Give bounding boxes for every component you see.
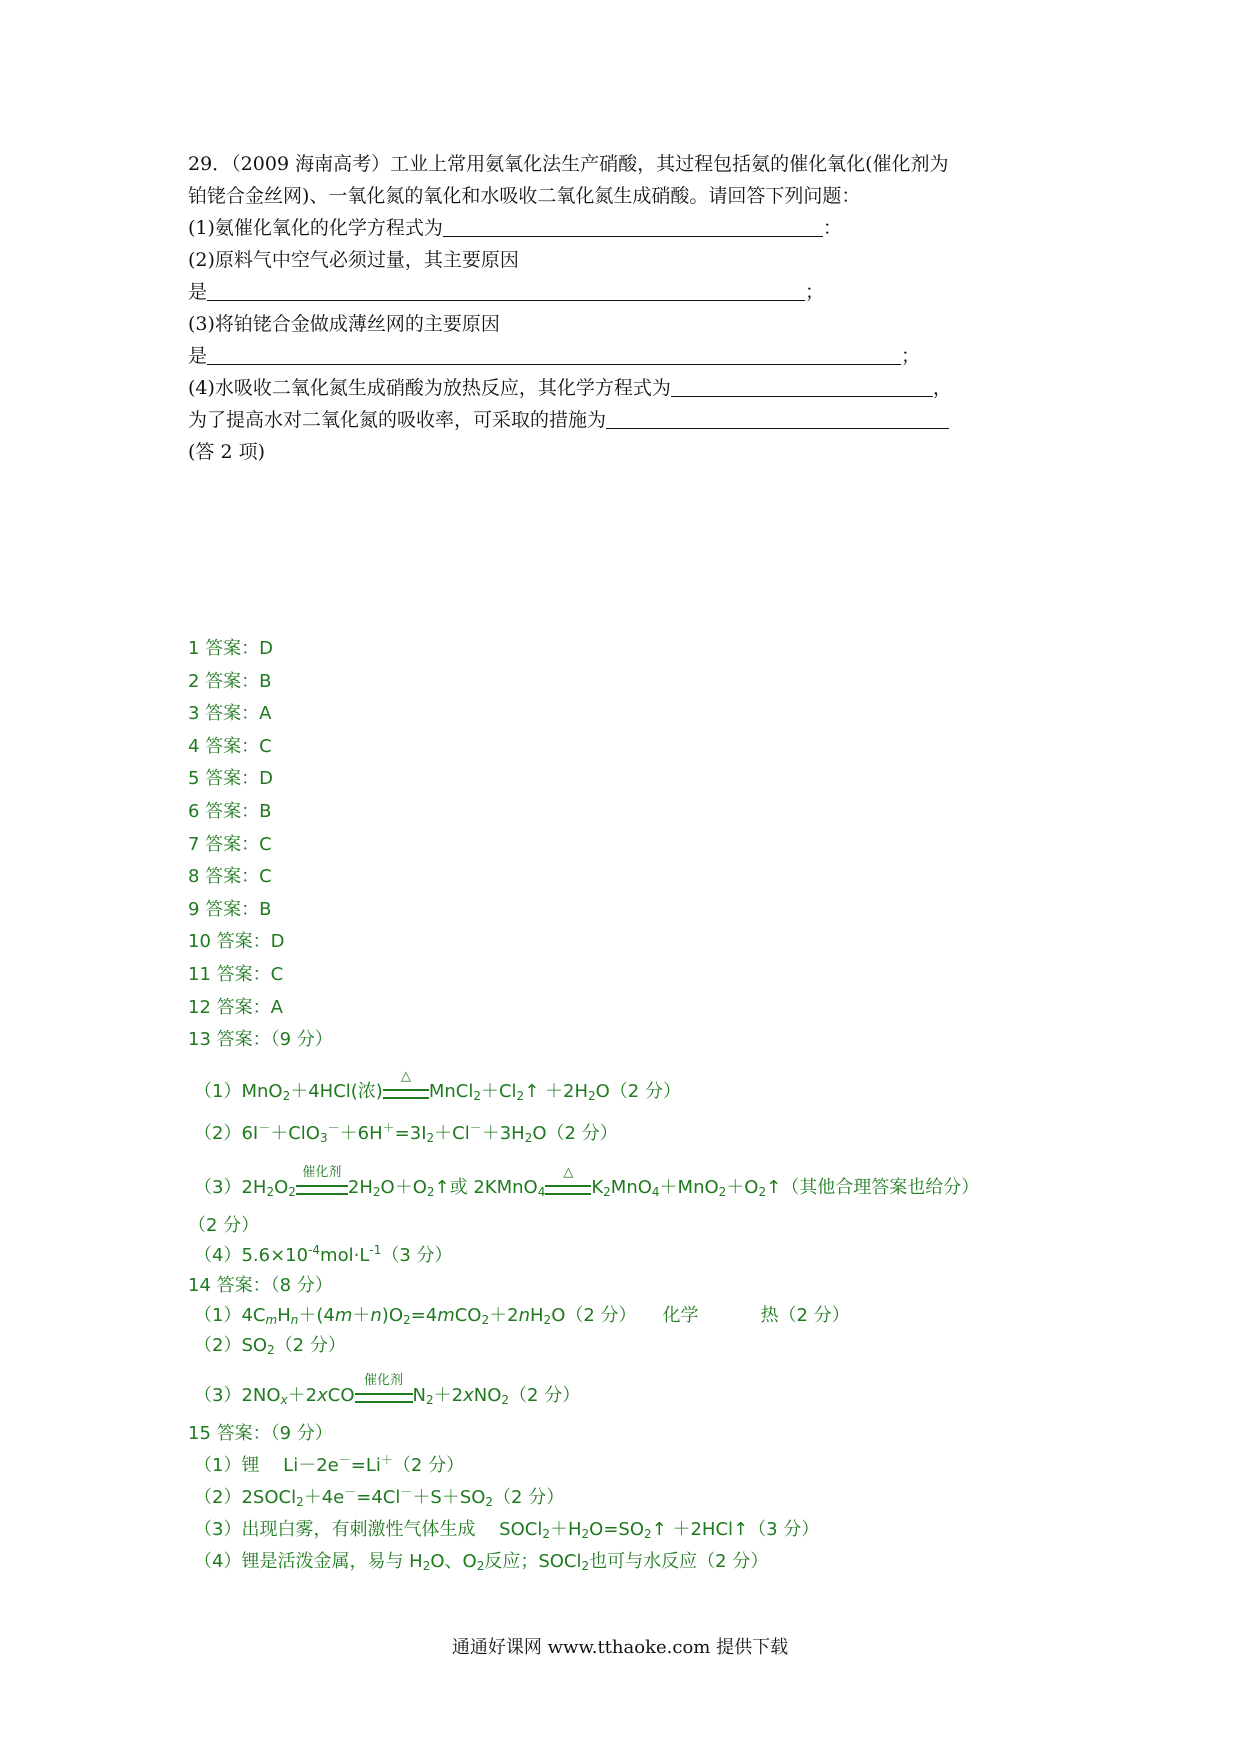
answer-13-part-1: （1）MnO$_2$＋4HCl(浓) △ $MnCl_2+Cl_2↑ +2H_2O(2$ 分） bbox=[194, 1068, 681, 1103]
answer-item: 11 答案：C bbox=[188, 963, 284, 985]
answer-item: 4 答案：C bbox=[188, 735, 272, 757]
answer-item: 1 答案：D bbox=[188, 638, 274, 659]
catalyst-equals-sign: 催化剂 bbox=[355, 1393, 413, 1403]
part-4: (4)水吸收二氧化氮生成硝酸为放热反应，其化学方程式为 ， bbox=[188, 372, 1068, 404]
catalyst-equals-sign: 催化剂 bbox=[296, 1185, 348, 1195]
answer-13-part-3-score: （2 分） bbox=[188, 1214, 260, 1236]
question-line-2: 铂铑合金丝网)、一氧化氮的氧化和水吸收二氧化氮生成硝酸。请回答下列问题： bbox=[188, 185, 861, 207]
answer-item: 5 答案：D bbox=[188, 768, 274, 790]
part-3: (3)将铂铑合金做成薄丝网的主要原因 bbox=[188, 313, 500, 335]
part-2-cont: 是 ； bbox=[188, 276, 1068, 308]
answer-item: 12 答案：A bbox=[188, 996, 283, 1018]
answer-15-part-2: $(2)2SOCl_2+4e^-=4Cl^-+S+SO_2(2$ 分） bbox=[194, 1484, 565, 1509]
answer-key bbox=[188, 633, 1088, 1575]
answer-14-part-3: $(3)2NO_x+2xCO$ 催化剂 $N_2+2xNO_2(2$ 分） bbox=[194, 1372, 581, 1407]
question-29 bbox=[188, 148, 1068, 468]
answer-blank-5[interactable] bbox=[606, 406, 949, 429]
answer-15-title: 15 答案：（9 分） bbox=[188, 1422, 333, 1444]
answer-item: 10 答案：D bbox=[188, 931, 285, 953]
heat-equals-sign: △ bbox=[383, 1089, 429, 1099]
answer-14-part-2: $(2)SO_2(2$ 分） bbox=[194, 1334, 346, 1357]
answer-item: 7 答案：C bbox=[188, 833, 272, 855]
part-4-line-3: (答 2 项) bbox=[188, 441, 265, 463]
answer-15-part-1: （1）锂 Li－2e－=Li＋（2 分） bbox=[194, 1452, 465, 1476]
question-number: 29．（2009 海南高考） bbox=[188, 153, 391, 175]
answer-list bbox=[188, 633, 1088, 1024]
part-2: (2)原料气中空气必须过量，其主要原因 bbox=[188, 249, 519, 271]
answer-15-part-4: （4）锂是活泼金属，易与 $H_2O$、$O_2$反应；SOCl$_2$也可与水反应（2 分） bbox=[194, 1550, 769, 1573]
answer-blank-3[interactable] bbox=[207, 342, 901, 365]
answer-15-part-3: （3）出现白雾，有刺激性气体生成 $SOCl_2+H_2O=SO_2↑$ ＋2HCl↑（3 分） bbox=[194, 1518, 820, 1541]
heat-equals-sign: △ bbox=[545, 1185, 591, 1195]
answer-14-part-1: $(1)4C_mH_n+(4m+n)O_2=4mCO_2+2nH_2O(2$ 分） 化学 热（2 分） bbox=[194, 1304, 850, 1327]
answer-blank-4[interactable] bbox=[671, 374, 933, 397]
answer-blank-2[interactable] bbox=[207, 278, 805, 301]
answer-13-part-2: $(2)6I^-+ClO_3^-+6H^+=3I_2+Cl^-+3H_2O(2$ 分） bbox=[194, 1120, 618, 1145]
question-line-1: 29．（2009 海南高考）工业上常用氨氧化法生产硝酸，其过程包括氨的催化氧化(催化剂为 bbox=[188, 153, 949, 175]
answer-item: 8 答案：C bbox=[188, 866, 272, 888]
answer-13-title: 13 答案：（9 分） bbox=[188, 1029, 333, 1051]
answer-item: 3 答案：A bbox=[188, 703, 272, 725]
answer-item: 9 答案：B bbox=[188, 898, 272, 920]
answer-13-part-3: $(3)2H_2O_2$ 催化剂 $2H_2O+O_2↑$或 2KMnO$_4$ △ $K_2MnO_4+MnO_2+O_2↑$（其他合理答案也给分） bbox=[194, 1164, 980, 1199]
part-4-line-2: 为了提高水对二氧化氮的吸收率，可采取的措施为 bbox=[188, 404, 1068, 436]
answer-item: 2 答案：B bbox=[188, 670, 272, 692]
part-3-cont: 是 ； bbox=[188, 340, 1068, 372]
answer-13-part-4: $(4)5.6\times 10^{-4}mol\cdot L^{-1}(3$ 分） bbox=[194, 1242, 453, 1266]
footer-credit: 通通好课网 www.tthaoke.com 提供下载 bbox=[451, 1637, 789, 1658]
answer-item: 6 答案：B bbox=[188, 800, 272, 822]
part-1: (1)氨催化氧化的化学方程式为 ： bbox=[188, 212, 1068, 244]
answer-14-title: 14 答案：（8 分） bbox=[188, 1274, 333, 1296]
answer-blank-1[interactable] bbox=[443, 214, 823, 237]
